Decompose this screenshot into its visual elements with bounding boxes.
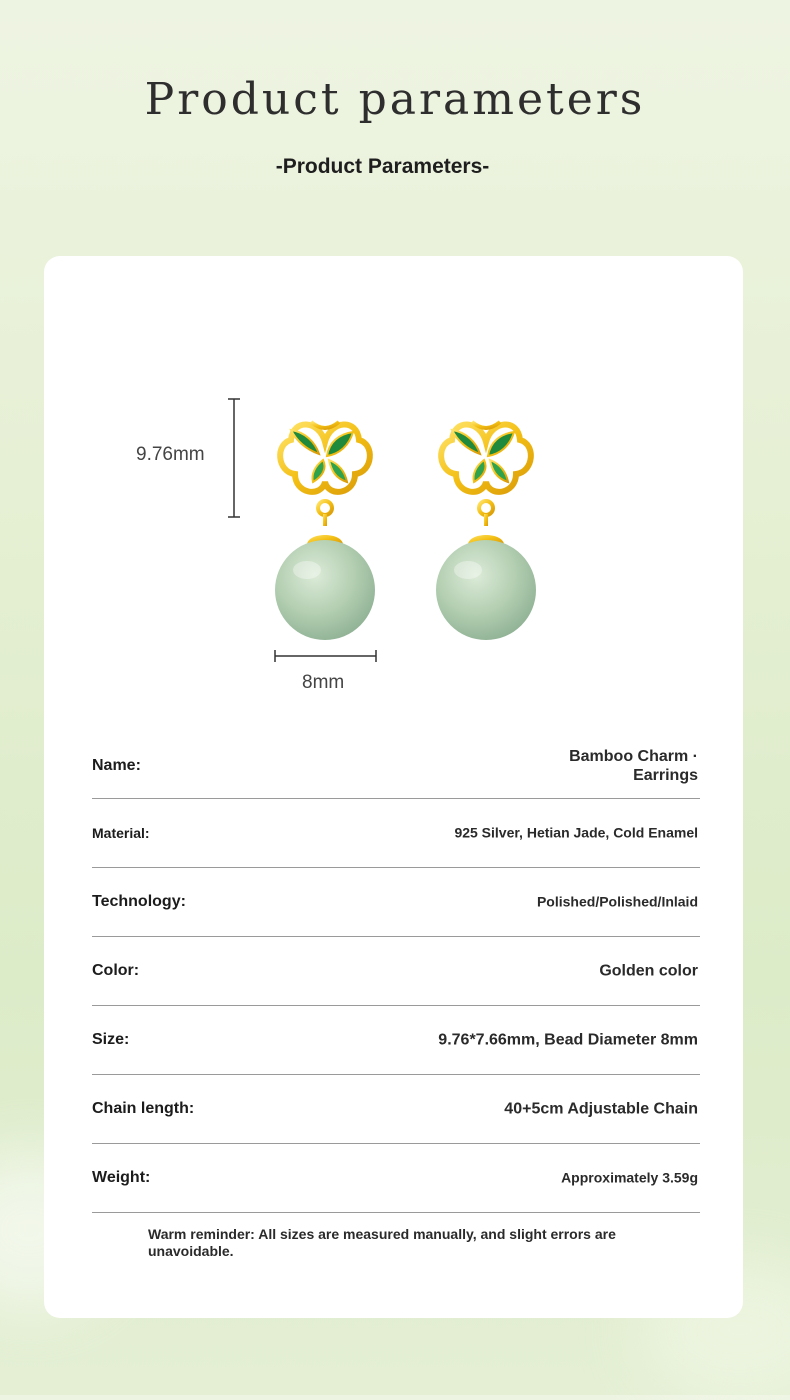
- param-row-size: [92, 1006, 700, 1075]
- param-key: Material:: [92, 825, 150, 841]
- width-label: 8mm: [302, 672, 345, 693]
- param-row-name: [92, 734, 700, 799]
- warm-reminder-note: Warm reminder: All sizes are measured manually, and slight errors are unavoidable.: [148, 1226, 616, 1259]
- parameters-card: [44, 256, 743, 1318]
- param-value: Approximately 3.59g: [561, 1169, 698, 1186]
- param-value: 9.76*7.66mm, Bead Diameter 8mm: [438, 1031, 698, 1049]
- param-key: Chain length:: [92, 1100, 195, 1117]
- param-row-technology: [92, 868, 700, 937]
- width-dimension-line: [275, 650, 376, 662]
- param-row-weight: [92, 1144, 700, 1213]
- param-key: Color:: [92, 962, 140, 979]
- earrings-image: [44, 256, 743, 716]
- param-value: 40+5cm Adjustable Chain: [504, 1100, 698, 1118]
- param-row-color: [92, 937, 700, 1006]
- parameters-table: [92, 734, 700, 1213]
- earring-right: [436, 422, 536, 640]
- page-subtitle: -Product Parameters-: [275, 155, 490, 178]
- param-value: 925 Silver, Hetian Jade, Cold Enamel: [454, 824, 698, 841]
- param-key: Name:: [92, 757, 141, 774]
- param-value: Golden color: [599, 962, 698, 980]
- param-value: Polished/Polished/Inlaid: [536, 893, 698, 910]
- earring-left: [275, 422, 375, 640]
- height-label: 9.76mm: [136, 444, 205, 465]
- param-key: Technology:: [92, 893, 186, 910]
- param-key: Size:: [92, 1031, 130, 1048]
- param-value: Bamboo Charm · Earrings: [569, 748, 698, 784]
- param-row-material: [92, 799, 700, 868]
- param-row-chain-length: [92, 1075, 700, 1144]
- param-key: Weight:: [92, 1169, 151, 1186]
- page-title: Product parameters: [144, 74, 646, 125]
- height-dimension-line: [228, 399, 240, 517]
